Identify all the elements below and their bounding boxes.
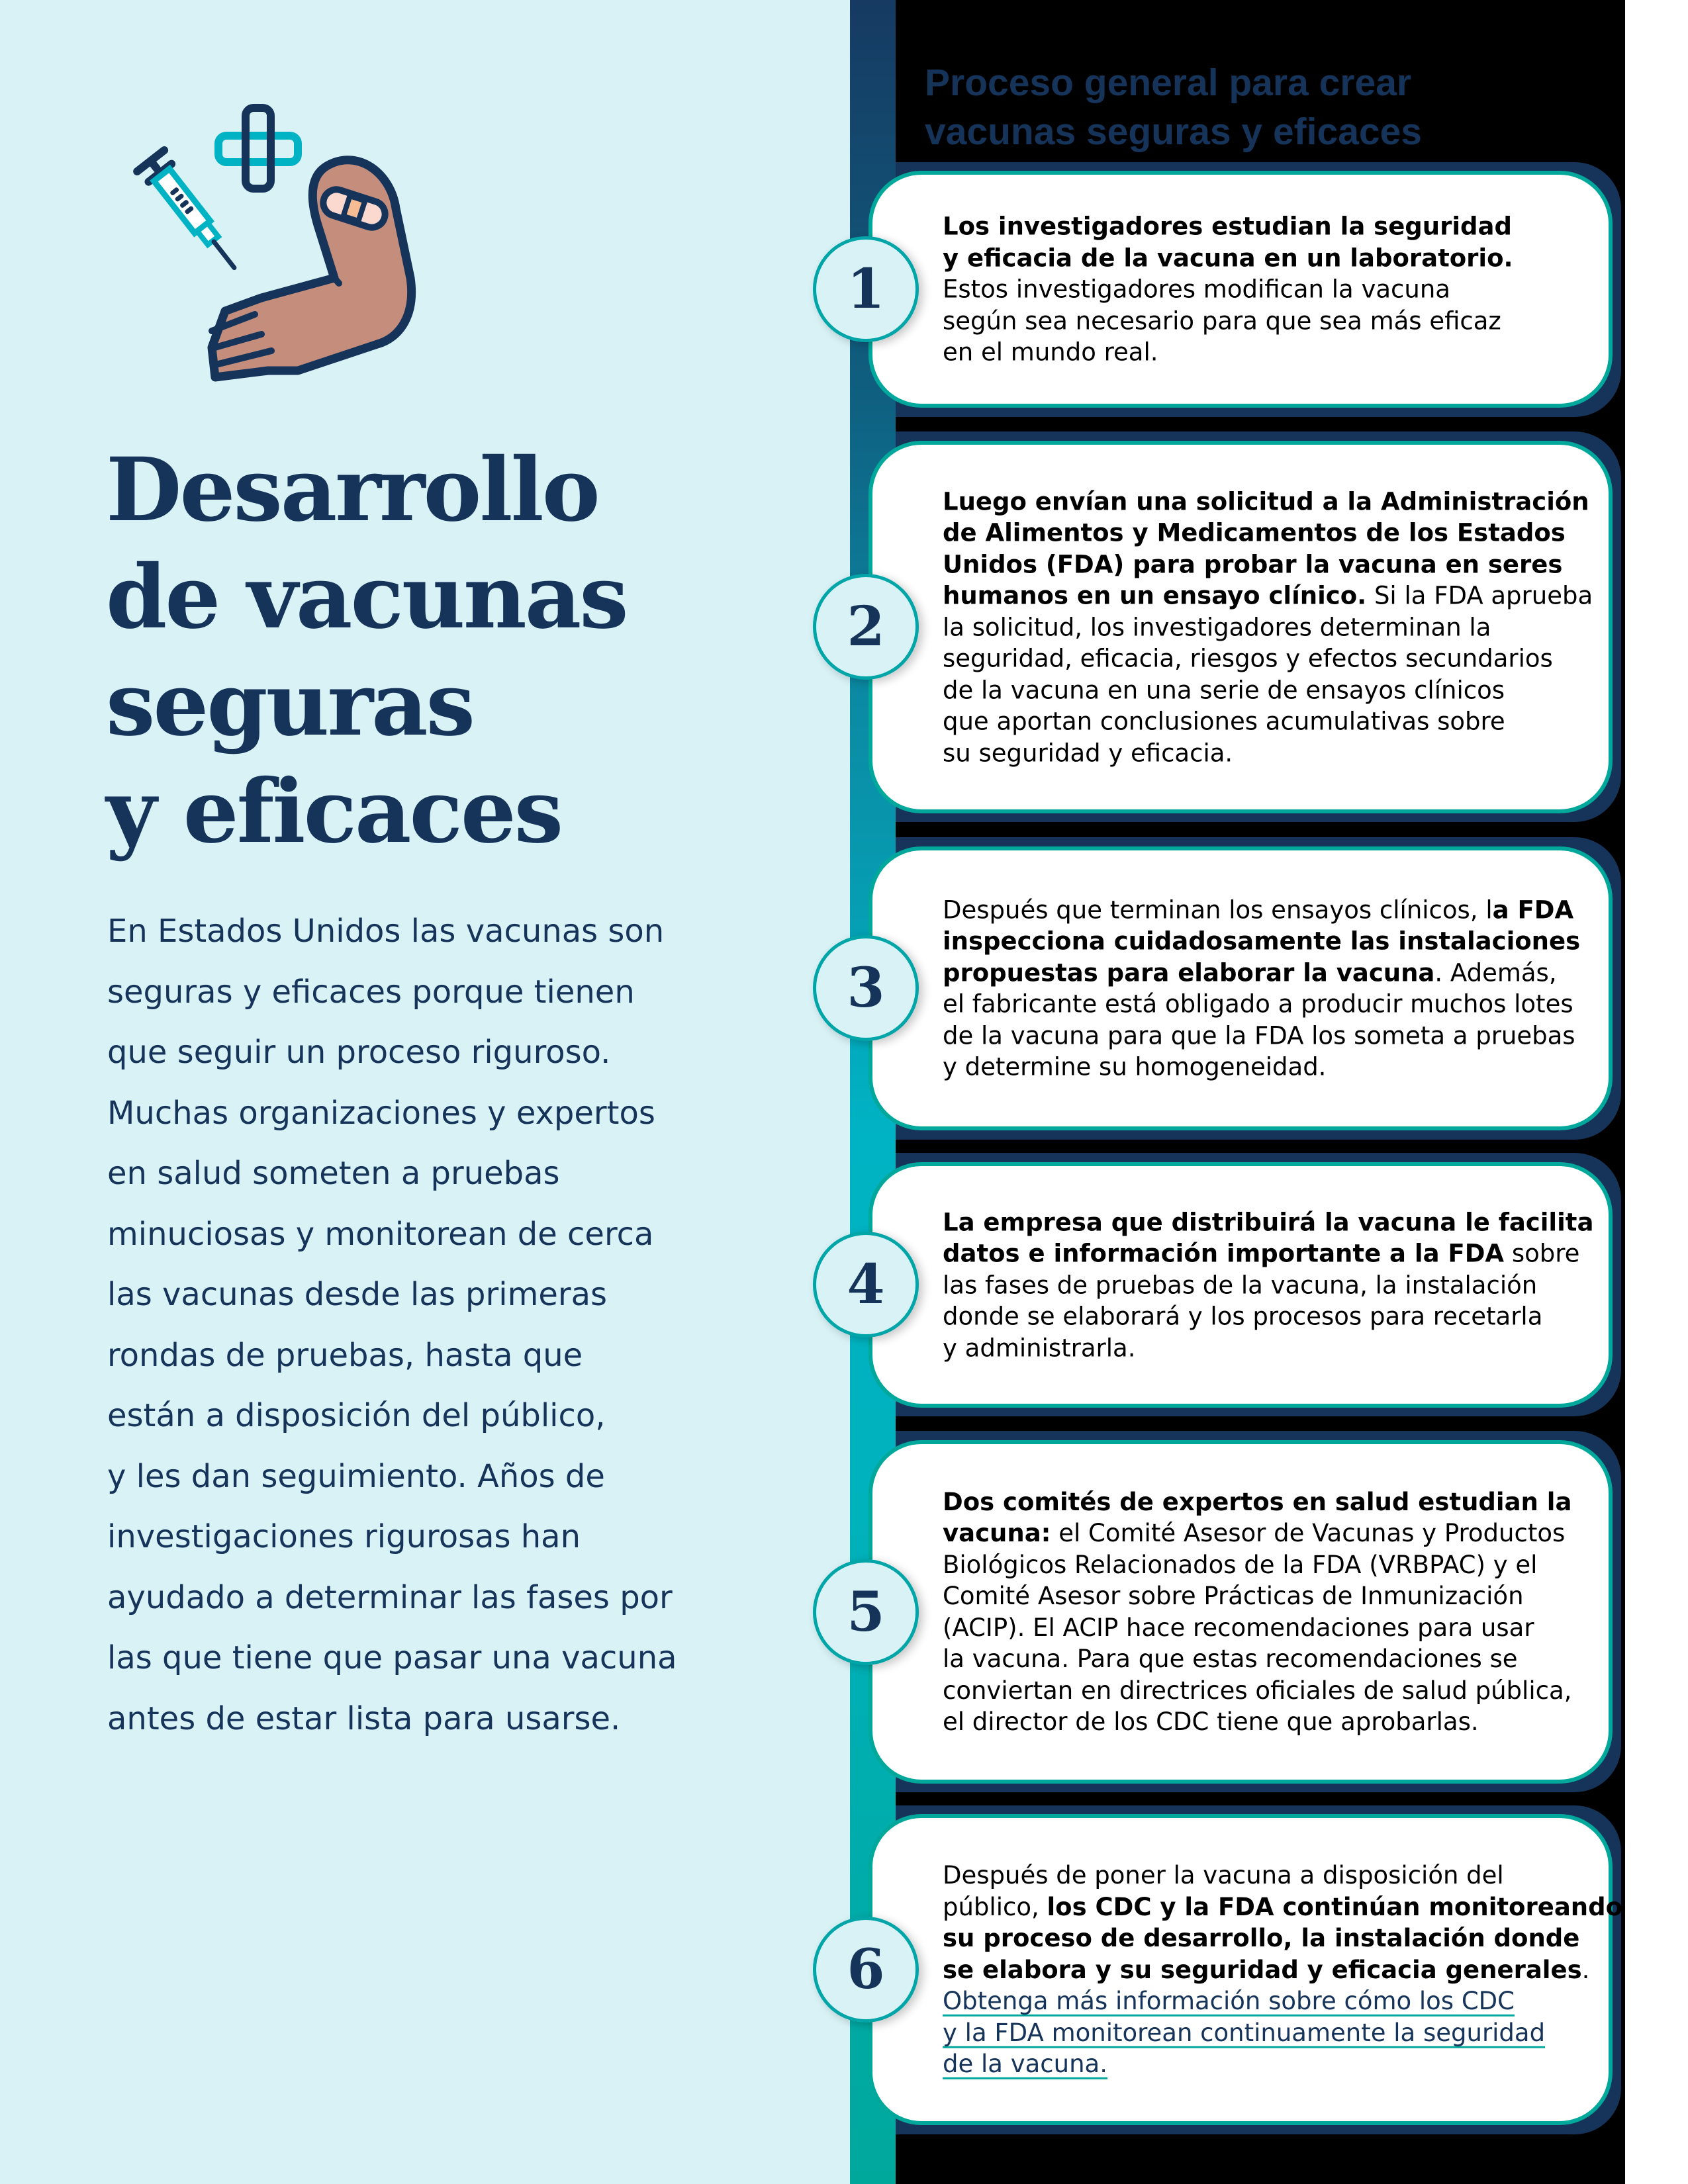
step-number-3: 3 — [813, 935, 919, 1041]
intro-line: están a disposición del público, — [107, 1397, 606, 1434]
body-text: la solicitud, los investigadores determinan la — [943, 612, 1491, 641]
step-text-line — [943, 612, 1582, 643]
body-text: . — [1581, 1955, 1590, 1984]
emphasis-text: y eficacia de la vacuna en un laboratorio. — [943, 243, 1513, 272]
step-text-line — [943, 1549, 1582, 1581]
body-text: según sea necesario para que sea más eficaz — [943, 306, 1501, 335]
step-text-line — [943, 549, 1582, 580]
body-text: y determine su homogeneidad. — [943, 1052, 1327, 1081]
emphasis-text: La empresa que distribuirá la vacuna le facilita — [943, 1207, 1594, 1236]
syringe-icon — [137, 150, 248, 279]
step-text-line — [943, 1269, 1582, 1301]
intro-line: En Estados Unidos las vacunas son — [107, 913, 665, 950]
step-card-6 — [868, 1814, 1623, 2125]
page-margin — [1625, 0, 1688, 2184]
step-text-line — [943, 1518, 1582, 1549]
intro-line: rondas de pruebas, hasta que — [107, 1336, 583, 1374]
emphasis-text: Luego envían una solicitud a la Administración — [943, 486, 1589, 516]
step-text-line — [943, 1985, 1582, 2017]
step-text-line — [943, 1643, 1582, 1675]
emphasis-text: se elabora y su seguridad y eficacia generales — [943, 1955, 1582, 1984]
step-card-5 — [868, 1440, 1613, 1784]
body-text: . Además, — [1434, 958, 1557, 987]
body-text: el Comité Asesor de Vacunas y Productos — [1051, 1519, 1566, 1547]
step-text-line — [943, 737, 1582, 769]
body-text: en el mundo real. — [943, 338, 1158, 367]
step-text-line — [943, 1860, 1582, 1891]
emphasis-text: su proceso de desarrollo, la instalación donde — [943, 1923, 1580, 1952]
intro-line: Muchas organizaciones y expertos — [107, 1094, 655, 1132]
step-text-line — [943, 1238, 1582, 1269]
step-text-line — [943, 210, 1582, 242]
title-line: seguras — [106, 653, 473, 756]
body-text: la vacuna. Para que estas recomendaciones se — [943, 1645, 1518, 1673]
body-text: (ACIP). El ACIP hace recomendaciones para usar — [943, 1613, 1534, 1642]
step-text — [943, 1486, 1582, 1738]
intro-line: las que tiene que pasar una vacuna — [107, 1639, 677, 1676]
emphasis-text: los CDC y la FDA continúan monitoreando — [1047, 1892, 1623, 1921]
body-text: Comité Asesor sobre Prácticas de Inmunización — [943, 1582, 1524, 1610]
step-text-line — [943, 894, 1582, 926]
step-text-line — [943, 1052, 1582, 1083]
emphasis-text: vacuna: — [943, 1519, 1051, 1547]
emphasis-text: propuestas para elaborar la vacuna — [943, 958, 1435, 987]
emphasis-text: Dos comités de expertos en salud estudian la — [943, 1487, 1572, 1516]
step-text-line — [943, 1923, 1582, 1954]
step-text-line — [943, 273, 1582, 305]
step-number-6: 6 — [813, 1917, 919, 2023]
step-card-4 — [868, 1162, 1613, 1408]
body-text: seguridad, eficacia, riesgos y efectos secundarios — [943, 644, 1553, 673]
step-text-line — [943, 989, 1582, 1021]
step-text — [943, 894, 1582, 1083]
intro-line: que seguir un proceso riguroso. — [107, 1034, 611, 1071]
emphasis-text: Unidos (FDA) para probar la vacuna en seres — [943, 549, 1563, 578]
step-text-line — [943, 1206, 1594, 1238]
process-title — [925, 58, 1587, 156]
intro-line: investigaciones rigurosas han — [107, 1518, 581, 1555]
step-text-line — [943, 957, 1582, 989]
step-text-line — [943, 1706, 1582, 1738]
step-text-line — [943, 517, 1582, 549]
intro-line: las vacunas desde las primeras — [107, 1276, 608, 1313]
emphasis-text: a FDA — [1492, 895, 1574, 924]
step-number-1: 1 — [813, 236, 919, 342]
body-text: Si la FDA aprueba — [1366, 581, 1593, 610]
emphasis-text: datos e información importante a la FDA — [943, 1239, 1505, 1268]
title-line: Desarrollo — [106, 439, 598, 541]
step-text-line — [943, 1675, 1582, 1707]
step-text-line — [943, 1332, 1582, 1364]
bandaged-arm-icon — [212, 160, 412, 377]
step-card-2 — [868, 441, 1613, 813]
body-text: Estos investigadores modifican la vacuna — [943, 275, 1450, 304]
title-line: y eficaces — [106, 760, 562, 863]
step-text — [943, 1860, 1623, 2080]
step-number-4: 4 — [813, 1232, 919, 1338]
page-title — [106, 437, 768, 866]
intro-line: en salud someten a pruebas — [107, 1155, 560, 1192]
step-text-line — [943, 2048, 1582, 2080]
body-text: el director de los CDC tiene que aprobarlas. — [943, 1707, 1479, 1736]
intro-paragraph — [107, 901, 716, 1749]
vaccination-illustration — [99, 86, 430, 384]
body-text: conviertan en directrices oficiales de salud pública, — [943, 1676, 1572, 1705]
step-text-line — [943, 1891, 1623, 1923]
body-text: que aportan conclusiones acumulativas sobre — [943, 707, 1505, 736]
step-text-line — [943, 926, 1582, 958]
step-text-line — [943, 643, 1582, 674]
step-text — [943, 1206, 1594, 1364]
intro-line: antes de estar lista para usarse. — [107, 1700, 621, 1737]
step-text-line — [943, 486, 1589, 518]
step-text-line — [943, 1580, 1582, 1612]
body-text: Después de poner la vacuna a disposición del — [943, 1860, 1504, 1889]
body-text: las fases de pruebas de la vacuna, la instalación — [943, 1270, 1538, 1299]
medical-cross-icon — [218, 108, 298, 189]
body-text: Biológicos Relacionados de la FDA (VRBPAC) y el — [943, 1550, 1538, 1579]
step-text-line — [943, 305, 1582, 337]
emphasis-text: humanos en un ensayo clínico. — [943, 581, 1367, 610]
step-text-line — [943, 674, 1582, 706]
body-text: público, — [943, 1892, 1047, 1921]
step-text-line — [943, 2017, 1582, 2048]
step-number-2: 2 — [813, 574, 919, 680]
step-card-3 — [868, 846, 1613, 1130]
body-text: y administrarla. — [943, 1333, 1136, 1362]
step-text — [943, 210, 1582, 368]
step-text-line — [943, 1020, 1582, 1052]
title-line: de vacunas — [106, 546, 627, 649]
process-title-line: vacunas seguras y eficaces — [925, 111, 1422, 153]
body-text: su seguridad y eficacia. — [943, 738, 1233, 767]
step-card-1 — [868, 171, 1613, 408]
more-info-link[interactable]: Obtenga más información sobre cómo los CDC — [943, 1986, 1515, 2015]
step-text-line — [943, 336, 1582, 368]
step-text-line — [943, 1300, 1582, 1332]
emphasis-text: Los investigadores estudian la seguridad — [943, 212, 1512, 241]
step-text-line — [943, 705, 1582, 737]
intro-line: minuciosas y monitorean de cerca — [107, 1215, 654, 1253]
step-text-line — [943, 1612, 1582, 1644]
intro-line: y les dan seguimiento. Años de — [107, 1457, 605, 1495]
step-text — [943, 486, 1593, 769]
emphasis-text: inspecciona cuidadosamente las instalaciones — [943, 927, 1581, 956]
emphasis-text: de Alimentos y Medicamentos de los Estados — [943, 518, 1566, 547]
body-text: Después que terminan los ensayos clínicos, l — [943, 895, 1493, 924]
intro-line: seguras y eficaces porque tienen — [107, 973, 635, 1011]
more-info-link[interactable]: y la FDA monitorean continuamente la seguridad — [943, 2018, 1546, 2047]
step-text-line — [943, 242, 1582, 274]
body-text: de la vacuna en una serie de ensayos clínicos — [943, 675, 1505, 704]
process-title-line: Proceso general para crear — [925, 62, 1412, 104]
body-text: donde se elaborará y los procesos para recetarla — [943, 1302, 1543, 1331]
step-text-line — [943, 580, 1593, 612]
step-number-5: 5 — [813, 1559, 919, 1665]
intro-line: ayudado a determinar las fases por — [107, 1578, 673, 1616]
body-text: de la vacuna para que la FDA los someta a pruebas — [943, 1021, 1575, 1050]
step-text-line — [943, 1486, 1582, 1518]
more-info-link[interactable]: de la vacuna. — [943, 2049, 1107, 2078]
body-text: sobre — [1504, 1239, 1580, 1268]
step-text-line — [943, 1954, 1590, 1985]
body-text: el fabricante está obligado a producir muchos lotes — [943, 989, 1573, 1019]
